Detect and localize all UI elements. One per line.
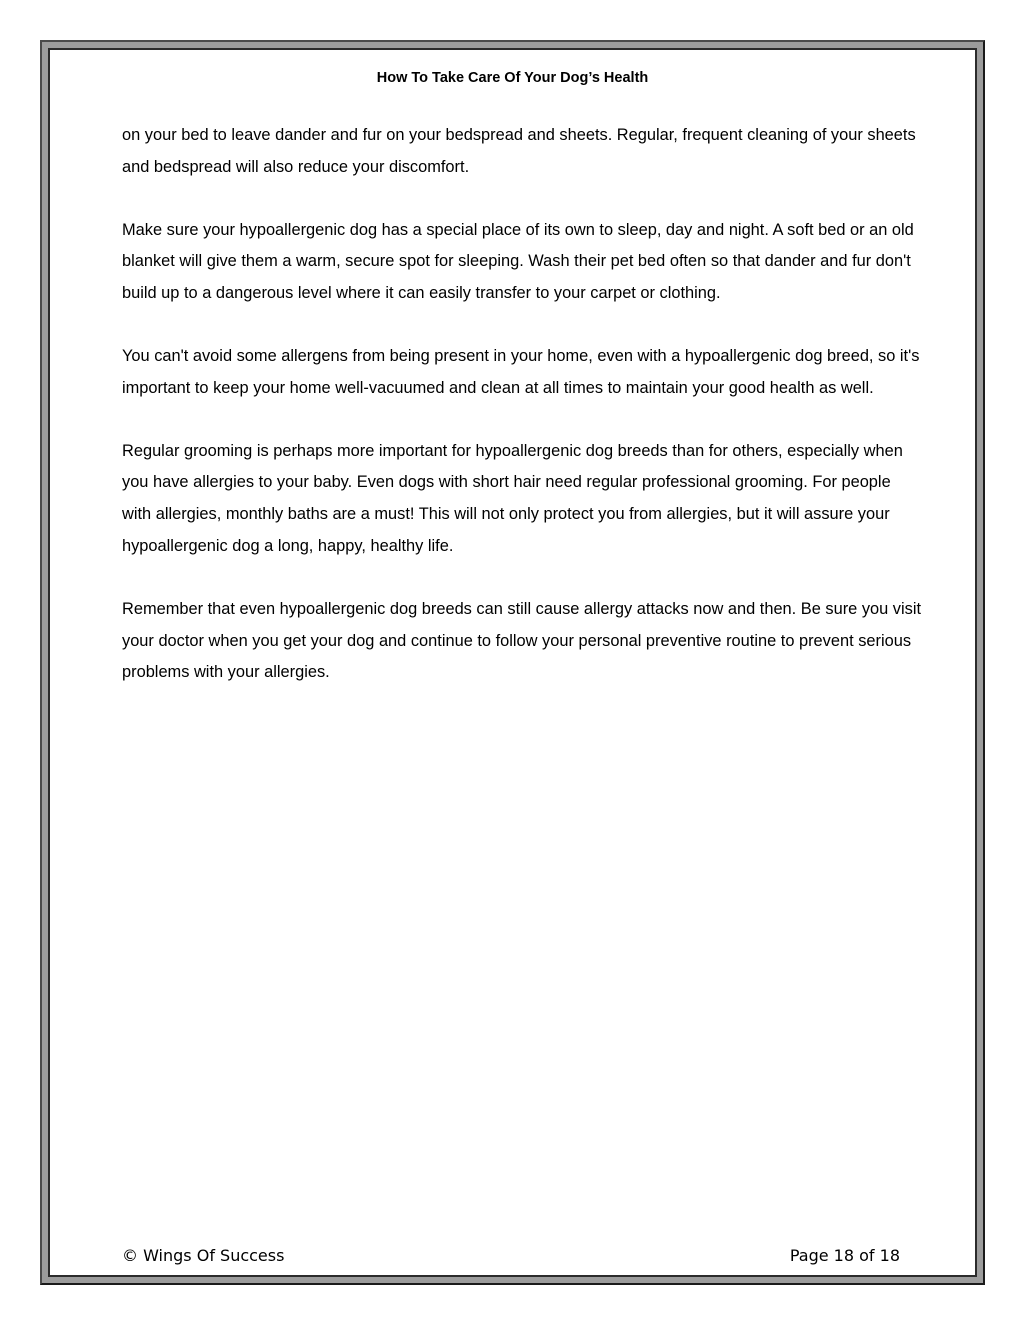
paragraph-4: Regular grooming is perhaps more important for hypoallergenic dog breeds than for others, especially when you have allergies to your baby. Even dogs with short hair need regular professional grooming. For people with allergies, monthly baths are a must! This will not only protect you from allergies, but it will assure your hypoallergenic dog a long, happy, healthy life. bbox=[122, 441, 903, 555]
footer-copyright: © Wings Of Success bbox=[122, 1246, 285, 1265]
page-header-title: How To Take Care Of Your Dog’s Health bbox=[376, 70, 649, 86]
paragraph-2: Make sure your hypoallergenic dog has a special place of its own to sleep, day and night. A soft bed or an old blanket will give them a warm, secure spot for sleeping. Wash their pet bed often so that dander and fur don't build up to a dangerous level where it can easily transfer to your carpet or clothing. bbox=[122, 220, 914, 303]
footer-page-number: Page 18 of 18 bbox=[789, 1246, 900, 1265]
body-text bbox=[122, 120, 922, 720]
page bbox=[48, 48, 977, 1277]
page-frame bbox=[40, 40, 985, 1285]
paragraph-3: You can't avoid some allergens from being present in your home, even with a hypoallergenic dog breed, so it's important to keep your home well-vacuumed and clean at all times to maintain your good health as well. bbox=[122, 346, 920, 397]
paragraph-1: on your bed to leave dander and fur on your bedspread and sheets. Regular, frequent cleaning of your sheets and bedspread will also reduce your discomfort. bbox=[122, 126, 916, 176]
paragraph-5: Remember that even hypoallergenic dog breeds can still cause allergy attacks now and then. Be sure you visit your doctor when you get your dog and continue to follow your personal preventive routine to prevent serious problems with your allergies. bbox=[122, 599, 922, 682]
